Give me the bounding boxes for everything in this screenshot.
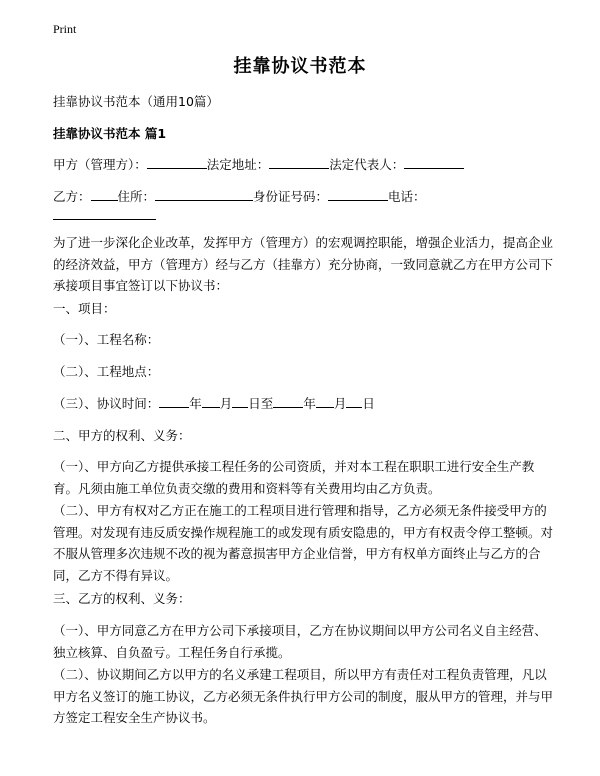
start-year-unit: 年 xyxy=(189,396,202,411)
legal-rep-label: 法定代表人： xyxy=(329,157,405,172)
start-year-blank xyxy=(159,393,189,408)
address-blank xyxy=(269,154,329,169)
item-three: 三、乙方的权利、义务： xyxy=(53,591,191,606)
legal-rep-blank xyxy=(404,154,464,169)
end-month-unit: 月 xyxy=(333,396,347,411)
start-month-blank xyxy=(202,393,220,408)
project-name-line: （一）、工程名称： xyxy=(53,332,160,347)
party-b-clause-2: （二）、协议期间乙方以甲方的名义承建工程项目，所以甲方有责任对工程负责管理，凡以甲方名义签订的施工协议，乙方必须无条件执行甲方公司的制度，服从甲方的管理，并与甲方签定工程安全生产协议书。 xyxy=(53,667,554,725)
address-label: 法定地址： xyxy=(206,157,270,172)
print-link[interactable]: Print xyxy=(53,22,77,36)
document-title: 挂靠协议书范本 xyxy=(233,56,367,77)
party-a-clause-2: （二）、甲方有权对乙方正在施工的工程项目进行管理和指导，乙方必须无条件接受甲方的管理。对发现有违反质安操作规程施工的或发现有质安隐患的，甲方有权责令停工整顿。对不服从管理多次违规不改的视为蓄意损害甲方企业信誉，甲方有权单方面终止与乙方的合同，乙方不得有异议。 xyxy=(53,503,554,583)
party-b-blank xyxy=(91,186,118,201)
end-year-blank xyxy=(273,393,303,408)
item-one: 一、项目： xyxy=(53,301,116,316)
id-blank xyxy=(328,186,388,201)
residence-blank xyxy=(155,186,253,201)
project-location-line: （二）、工程地点： xyxy=(53,364,160,379)
end-day-blank xyxy=(346,393,362,408)
phone-blank xyxy=(53,205,156,220)
id-label: 身份证号码： xyxy=(253,189,329,204)
party-a-line xyxy=(53,154,563,176)
party-a-blank xyxy=(147,154,207,169)
party-a-label: 甲方（管理方）： xyxy=(53,157,147,172)
phone-blank-line xyxy=(53,205,563,227)
party-b-label: 乙方： xyxy=(53,189,91,204)
document-subtitle: 挂靠协议书范本（通用10篇） xyxy=(53,94,219,109)
end-day-unit: 日 xyxy=(362,396,375,411)
item-two: 二、甲方的权利、义务： xyxy=(53,428,191,443)
party-a-clause-1: （一）、甲方向乙方提供承接工程任务的公司资质，并对本工程在职职工进行安全生产教育。凡须由施工单位负责交缴的费用和资料等有关费用均由乙方负责。 xyxy=(53,459,535,496)
agreement-time-label: （三）、协议时间： xyxy=(53,396,160,411)
start-month-unit: 月 xyxy=(219,396,233,411)
residence-label: 住所： xyxy=(117,189,156,204)
intro-paragraph: 为了进一步深化企业改革，发挥甲方（管理方）的宏观调控职能，增强企业活力，提高企业的经济效益，甲方（管理方）经与乙方（挂靠方）充分协商，一致同意就乙方在甲方公司下承接项目事宜签订以下协议书： xyxy=(53,235,554,293)
end-year-unit: 年 xyxy=(303,396,316,411)
end-month-blank xyxy=(316,393,334,408)
party-b-clause-1: （一）、甲方同意乙方在甲方公司下承接项目，乙方在协议期间以甲方公司名义自主经营、独立核算、自负盈亏。工程任务自行承揽。 xyxy=(53,623,547,660)
section-heading: 挂靠协议书范本 篇1 xyxy=(53,126,167,141)
agreement-time-line xyxy=(53,393,563,415)
phone-label: 电话： xyxy=(388,189,426,204)
day-to-unit: 日至 xyxy=(248,396,274,411)
start-day-blank xyxy=(232,393,248,408)
